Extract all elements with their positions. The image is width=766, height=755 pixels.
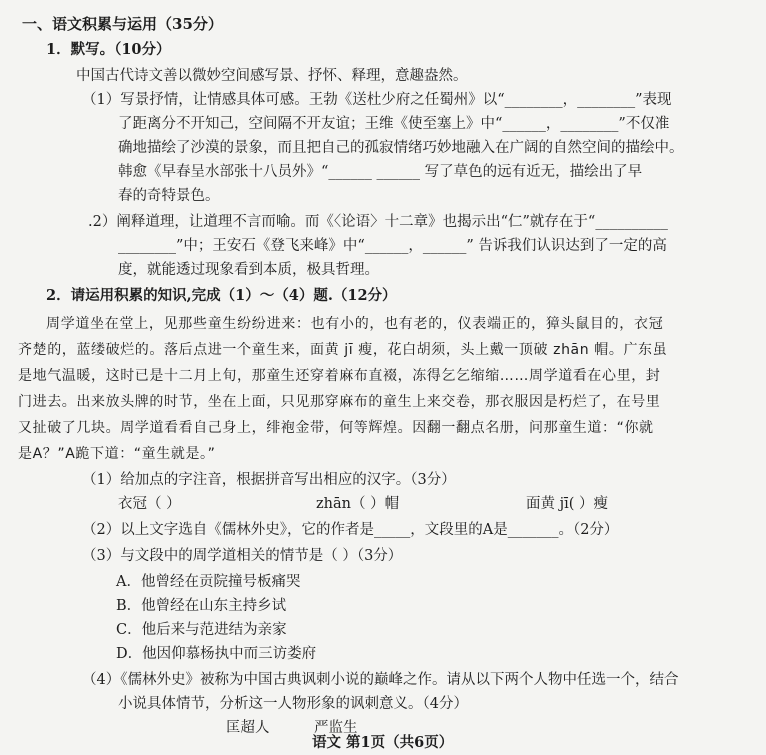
q1-part1-line: 确地描绘了沙漠的景象，而且把自己的孤寂情绪巧妙地融入在广阔的自然空间的描绘中。: [118, 140, 684, 156]
q1-part2-line: 度，就能透过现象看到本质，极具哲理。: [118, 262, 379, 278]
q1-part2-line: .2）阐释道理，让道理不言而喻。而《〈论语〉十二章》也揭示出“仁”就存在于“__________: [88, 214, 668, 230]
sub-question-4: （4）《儒林外史》被称为中国古典讽刺小说的巅峰之作。请从以下两个人物中任选一个，结合: [82, 672, 679, 688]
q1-part2-line: ________”中；王安石《登飞来峰》中“______，______” 告诉我们认识达到了一定的高: [118, 238, 667, 254]
sub-question-1: （1）给加点的字注音，根据拼音写出相应的汉字。（3分）: [82, 472, 456, 488]
page-footer: 语文 第1页（共6页）: [312, 734, 454, 751]
option-a: A．他曾经在贡院撞号板痛哭: [116, 574, 301, 590]
passage-line: 又扯破了几块。周学道看看自己身上，绯袍金带，何等辉煌。因翻一翻点名册，问那童生道：“你就: [18, 420, 654, 436]
passage-line: 是A？”A跪下道：“童生就是。”: [18, 446, 216, 462]
q1-part1-line: （1）写景抒情，让情感具体可感。王勃《送杜少府之任蜀州》以“________，________”表现: [82, 92, 672, 108]
option-d: D．他因仰慕杨执中而三访娄府: [116, 646, 317, 662]
passage-line: 齐楚的，蓝缕破烂的。落后点进一个童生来，面黄 jī 瘦，花白胡须，头上戴一顶破 zhān 帽。广东虽: [18, 342, 668, 358]
passage-line: 门进去。出来放头牌的时节，坐在上面，只见那穿麻布的童生上来交卷，那衣服因是朽烂了，在号里: [18, 394, 661, 410]
q1-part1-line: 了距离分不开知己，空间隔不开友谊；王维《使至塞上》中“______，________”不仅准: [118, 116, 670, 132]
sub-question-4: 小说具体情节，分析这一人物形象的讽刺意义。（4分）: [118, 696, 468, 712]
sub-question-3: （3）与文段中的周学道相关的情节是（ ）（3分）: [82, 548, 403, 564]
pinyin-item: zhān（ ）帽: [316, 496, 400, 512]
sub-question-2: （2）以上文字选自《儒林外史》，它的作者是_____，文段里的A是_______。（2分）: [82, 522, 619, 538]
passage-line: 是地气温暖，这时已是十二月上旬，那童生还穿着麻布直裰，冻得乞乞缩缩……周学道看在心里，封: [18, 368, 661, 384]
character-choice: 匡超人: [226, 720, 270, 736]
pinyin-item: 面黄 jī( ）瘦: [526, 496, 609, 512]
question-2-heading: 2．请运用积累的知识,完成（1）～（4）题.（12分）: [46, 287, 397, 304]
pinyin-item: 衣冠（ ）: [118, 496, 181, 512]
section-title: 一、语文积累与运用（35分）: [22, 15, 223, 33]
passage-line: 周学道坐在堂上，见那些童生纷纷进来：也有小的，也有老的，仪表端正的，獐头鼠目的，衣冠: [46, 316, 664, 332]
q1-part1-line: 韩愈《早春呈水部张十八员外》“______ ______ 写了草色的远有近无，描绘出了早: [118, 164, 643, 180]
character-choice: 严监生: [314, 720, 358, 736]
option-b: B．他曾经在山东主持乡试: [116, 598, 287, 614]
question-1-intro: 中国古代诗文善以微妙空间感写景、抒怀、释理，意趣盎然。: [76, 68, 468, 84]
question-1-heading: 1．默写。（10分）: [46, 41, 171, 58]
q1-part1-line: 春的奇特景色。: [118, 188, 220, 204]
option-c: C．他后来与范进结为亲家: [116, 622, 287, 638]
